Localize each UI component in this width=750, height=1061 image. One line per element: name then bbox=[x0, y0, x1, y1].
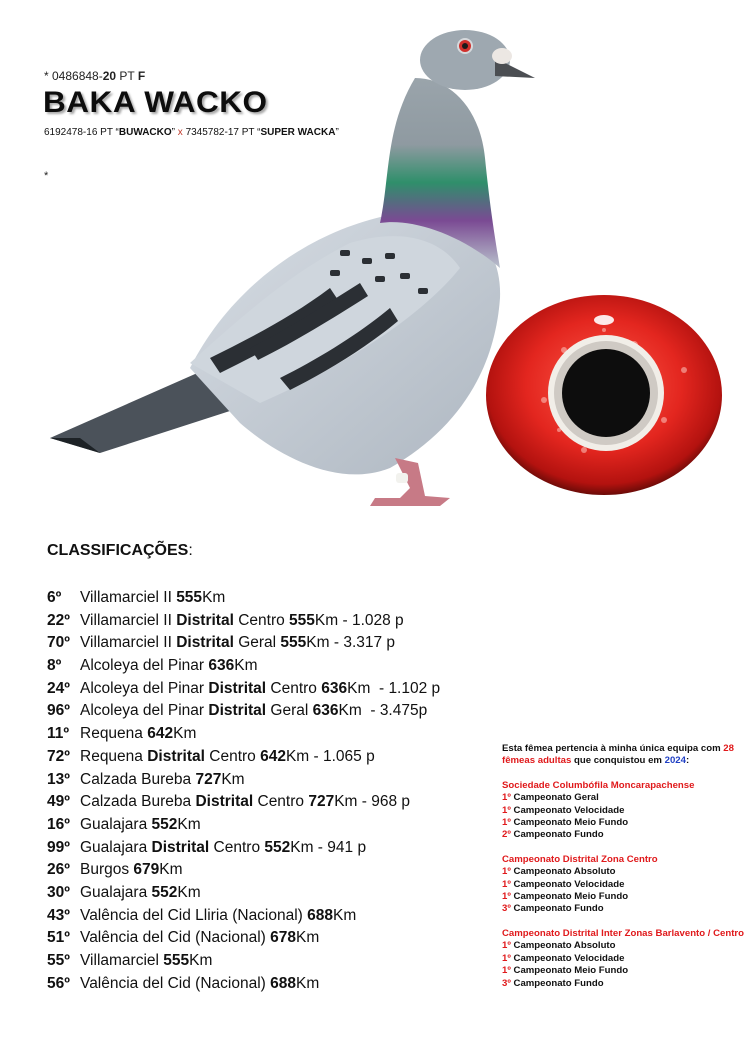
result-part: Requena bbox=[80, 725, 148, 743]
result-part: Burgos bbox=[80, 861, 134, 879]
result-part: Km bbox=[173, 725, 197, 743]
result-part: Km - 1.065 p bbox=[285, 747, 375, 765]
result-part: Requena bbox=[80, 747, 148, 765]
result-part: Km - 1.028 p bbox=[314, 611, 404, 629]
result-part: Calzada Bureba bbox=[80, 793, 196, 811]
ring-sex: F bbox=[137, 69, 146, 83]
achievement-rank: 1º bbox=[502, 804, 511, 816]
result-text bbox=[80, 973, 319, 996]
achievement-group-title: Sociedade Columbófila Moncarapachense bbox=[502, 779, 695, 791]
result-part: Villamarciel II bbox=[80, 634, 177, 652]
result-text bbox=[80, 587, 225, 610]
classificacoes-colon: : bbox=[188, 542, 193, 559]
result-position: 43º bbox=[47, 906, 70, 924]
result-position: 6º bbox=[47, 589, 62, 606]
pigeon-name: BAKA WACKO bbox=[43, 86, 268, 119]
achievement-groups bbox=[502, 780, 746, 990]
achievement-label: Campeonato Meio Fundo bbox=[510, 891, 629, 903]
achievement-rank: 1º bbox=[502, 817, 511, 829]
achievement-rank: 1º bbox=[502, 792, 511, 804]
result-row bbox=[47, 927, 440, 950]
result-part: Calzada Bureba bbox=[80, 770, 196, 788]
result-part: Valência del Cid (Nacional) bbox=[80, 974, 271, 992]
result-row bbox=[47, 632, 440, 655]
result-position: 11º bbox=[47, 725, 70, 743]
result-text bbox=[80, 905, 356, 928]
result-part: 555 bbox=[289, 611, 315, 629]
result-part: Km - 941 p bbox=[290, 838, 367, 856]
result-part: Km bbox=[177, 815, 201, 833]
achievement-item bbox=[502, 903, 746, 915]
result-part: 552 bbox=[151, 815, 178, 833]
achievement-label: Campeonato Fundo bbox=[510, 903, 604, 915]
result-part: Km - 3.317 p bbox=[306, 634, 396, 652]
result-part: 688 bbox=[270, 974, 296, 992]
achievement-item bbox=[502, 866, 746, 878]
result-part: Gualajara bbox=[80, 838, 152, 856]
result-part: 727 bbox=[195, 770, 222, 788]
achievement-group bbox=[502, 854, 746, 916]
result-row bbox=[47, 723, 440, 746]
dam-ring: 7345782-17 PT “ bbox=[185, 127, 261, 138]
result-row bbox=[47, 746, 440, 769]
result-part: Distrital bbox=[208, 679, 267, 697]
result-part: Alcoleya del Pinar bbox=[80, 657, 209, 675]
result-part: Gualajara bbox=[80, 883, 152, 901]
result-text bbox=[80, 769, 245, 792]
result-text bbox=[80, 723, 196, 746]
result-position: 99º bbox=[47, 838, 70, 856]
result-part: Distrital bbox=[151, 838, 210, 856]
achievement-rank: 1º bbox=[502, 866, 511, 878]
ring-country: PT bbox=[116, 69, 138, 83]
results-list bbox=[47, 587, 440, 995]
result-part: Km bbox=[333, 906, 357, 924]
result-part: Distrital bbox=[195, 793, 254, 811]
result-text bbox=[80, 837, 366, 860]
result-part: Alcoleya del Pinar bbox=[80, 702, 209, 720]
achievement-label: Campeonato Velocidade bbox=[510, 878, 625, 890]
result-part: Valência del Cid Lliria (Nacional) bbox=[80, 906, 308, 924]
result-part: Distrital bbox=[176, 611, 234, 629]
result-part: 555 bbox=[163, 952, 190, 969]
achievement-rank: 1º bbox=[502, 965, 511, 977]
result-row bbox=[47, 882, 440, 905]
result-part: 678 bbox=[270, 929, 296, 947]
result-position: 70º bbox=[47, 634, 70, 652]
result-row bbox=[47, 950, 440, 973]
achievement-label: Campeonato Absoluto bbox=[510, 866, 616, 878]
result-text bbox=[80, 746, 375, 769]
result-part: Km bbox=[159, 861, 183, 879]
intro-year: 2024 bbox=[664, 755, 686, 767]
footnote-mark: * bbox=[44, 170, 49, 182]
result-part: Villamarciel II bbox=[80, 589, 177, 606]
result-row bbox=[47, 610, 440, 633]
result-position: 22º bbox=[47, 611, 70, 629]
achievements-panel bbox=[502, 743, 746, 990]
achievement-group bbox=[502, 780, 746, 842]
result-position: 51º bbox=[47, 929, 70, 947]
result-part: Distrital bbox=[147, 747, 205, 765]
achievement-item bbox=[502, 940, 746, 952]
result-row bbox=[47, 655, 440, 678]
result-text bbox=[80, 814, 201, 837]
result-part: Distrital bbox=[176, 634, 234, 652]
result-part: 636 bbox=[208, 657, 235, 675]
result-row bbox=[47, 700, 440, 723]
result-part: 642 bbox=[260, 747, 286, 765]
achievement-group-title: Campeonato Distrital Inter Zonas Barlavento / Centro bbox=[502, 927, 745, 939]
achievement-item bbox=[502, 879, 746, 891]
result-part: Km bbox=[202, 589, 226, 606]
result-part: 552 bbox=[151, 883, 178, 901]
result-text bbox=[80, 927, 319, 950]
result-part: Centro bbox=[204, 747, 261, 765]
result-part: Distrital bbox=[208, 702, 267, 720]
achievement-group-title: Campeonato Distrital Zona Centro bbox=[502, 853, 658, 865]
result-part: Alcoleya del Pinar bbox=[80, 679, 209, 697]
intro-text-2: que conquistou em bbox=[571, 755, 665, 767]
achievement-group bbox=[502, 928, 746, 990]
result-part: 636 bbox=[321, 679, 348, 697]
result-part: Geral bbox=[233, 634, 281, 652]
achievement-label: Campeonato Meio Fundo bbox=[510, 817, 629, 829]
achievement-rank: 3º bbox=[502, 903, 511, 915]
achievement-item bbox=[502, 965, 746, 977]
result-position: 16º bbox=[47, 815, 70, 833]
result-row bbox=[47, 859, 440, 882]
result-row bbox=[47, 791, 440, 814]
result-part: Geral bbox=[266, 702, 313, 720]
intro-highlight: 28 fêmeas adultas bbox=[502, 743, 734, 767]
result-part: 679 bbox=[133, 861, 160, 879]
dam-name: SUPER WACKA bbox=[260, 127, 336, 138]
result-position: 26º bbox=[47, 861, 70, 879]
result-part: Centro bbox=[253, 793, 309, 811]
achievement-label: Campeonato Absoluto bbox=[510, 940, 616, 952]
achievement-item bbox=[502, 829, 746, 841]
result-part: 636 bbox=[312, 702, 339, 720]
achievement-label: Campeonato Fundo bbox=[510, 829, 604, 841]
result-part: Km bbox=[189, 952, 213, 969]
classificacoes-heading: CLASSIFICAÇÕES bbox=[47, 542, 189, 559]
achievement-item bbox=[502, 817, 746, 829]
sire-name: BUWACKO bbox=[118, 127, 172, 138]
achievement-item bbox=[502, 891, 746, 903]
result-position: 72º bbox=[47, 747, 70, 765]
achievements-intro bbox=[502, 743, 746, 768]
sire-ring: 6192478-16 PT “ bbox=[44, 127, 119, 138]
result-text bbox=[80, 678, 440, 701]
result-row bbox=[47, 973, 440, 996]
result-part: 555 bbox=[280, 634, 307, 652]
result-row bbox=[47, 769, 440, 792]
achievement-rank: 1º bbox=[502, 952, 511, 964]
result-part: Km - 3.475p bbox=[338, 702, 428, 720]
result-part: Centro bbox=[266, 679, 322, 697]
result-part: Villamarciel II bbox=[80, 611, 177, 629]
result-part: Centro bbox=[233, 611, 290, 629]
result-position: 8º bbox=[47, 657, 62, 675]
result-position: 24º bbox=[47, 679, 70, 697]
achievement-label: Campeonato Fundo bbox=[510, 977, 604, 989]
achievement-label: Campeonato Velocidade bbox=[510, 804, 625, 816]
result-text bbox=[80, 950, 212, 973]
result-text bbox=[80, 791, 410, 814]
eye-closeup bbox=[484, 290, 744, 495]
result-part: Km - 1.102 p bbox=[347, 679, 441, 697]
result-position: 30º bbox=[47, 883, 70, 901]
result-text bbox=[80, 655, 258, 678]
result-part: Km bbox=[296, 929, 320, 947]
achievement-label: Campeonato Meio Fundo bbox=[510, 965, 629, 977]
result-part: Gualajara bbox=[80, 815, 152, 833]
result-part: 688 bbox=[307, 906, 334, 924]
result-position: 49º bbox=[47, 793, 70, 811]
result-row bbox=[47, 905, 440, 928]
ring-year: 20 bbox=[102, 69, 117, 83]
achievement-rank: 1º bbox=[502, 891, 511, 903]
result-text bbox=[80, 632, 395, 655]
result-part: Km bbox=[234, 657, 258, 675]
result-part: Km bbox=[221, 770, 245, 788]
result-part: Km bbox=[296, 974, 320, 992]
classificacoes-title bbox=[47, 542, 193, 560]
achievement-rank: 3º bbox=[502, 977, 511, 989]
achievement-label: Campeonato Geral bbox=[510, 792, 599, 804]
achievement-rank: 1º bbox=[502, 878, 511, 890]
ring-prefix: * 0486848- bbox=[44, 69, 103, 83]
result-part: Valência del Cid (Nacional) bbox=[80, 929, 271, 947]
achievement-label: Campeonato Velocidade bbox=[510, 952, 625, 964]
intro-text: Esta fêmea pertencia à minha única equipa com bbox=[502, 743, 724, 754]
result-row bbox=[47, 814, 440, 837]
result-text bbox=[80, 859, 183, 882]
achievement-rank: 2º bbox=[502, 829, 511, 841]
result-row bbox=[47, 587, 440, 610]
result-part: 552 bbox=[264, 838, 291, 856]
achievement-item bbox=[502, 805, 746, 817]
achievement-rank: 1º bbox=[502, 940, 511, 952]
result-position: 96º bbox=[47, 702, 70, 720]
result-part: Km - 968 p bbox=[334, 793, 411, 811]
achievement-item bbox=[502, 978, 746, 990]
result-position: 13º bbox=[47, 770, 70, 788]
result-row bbox=[47, 678, 440, 701]
result-part: Km bbox=[177, 883, 201, 901]
result-part: Villamarciel bbox=[80, 952, 164, 969]
achievement-item bbox=[502, 792, 746, 804]
result-text bbox=[80, 700, 427, 723]
result-part: 727 bbox=[308, 793, 335, 811]
result-part: 642 bbox=[147, 725, 174, 743]
result-text bbox=[80, 882, 201, 905]
result-row bbox=[47, 837, 440, 860]
result-position: 55º bbox=[47, 952, 70, 969]
intro-colon: : bbox=[685, 755, 690, 767]
pigeon-photo bbox=[40, 18, 560, 513]
result-part: 555 bbox=[176, 589, 203, 606]
dam-quote: ” bbox=[335, 127, 339, 138]
sire-quote: ” bbox=[171, 127, 175, 138]
cross-mark: x bbox=[175, 127, 186, 138]
result-text bbox=[80, 610, 404, 633]
achievement-item bbox=[502, 953, 746, 965]
result-position: 56º bbox=[47, 974, 70, 992]
result-part: Centro bbox=[209, 838, 265, 856]
